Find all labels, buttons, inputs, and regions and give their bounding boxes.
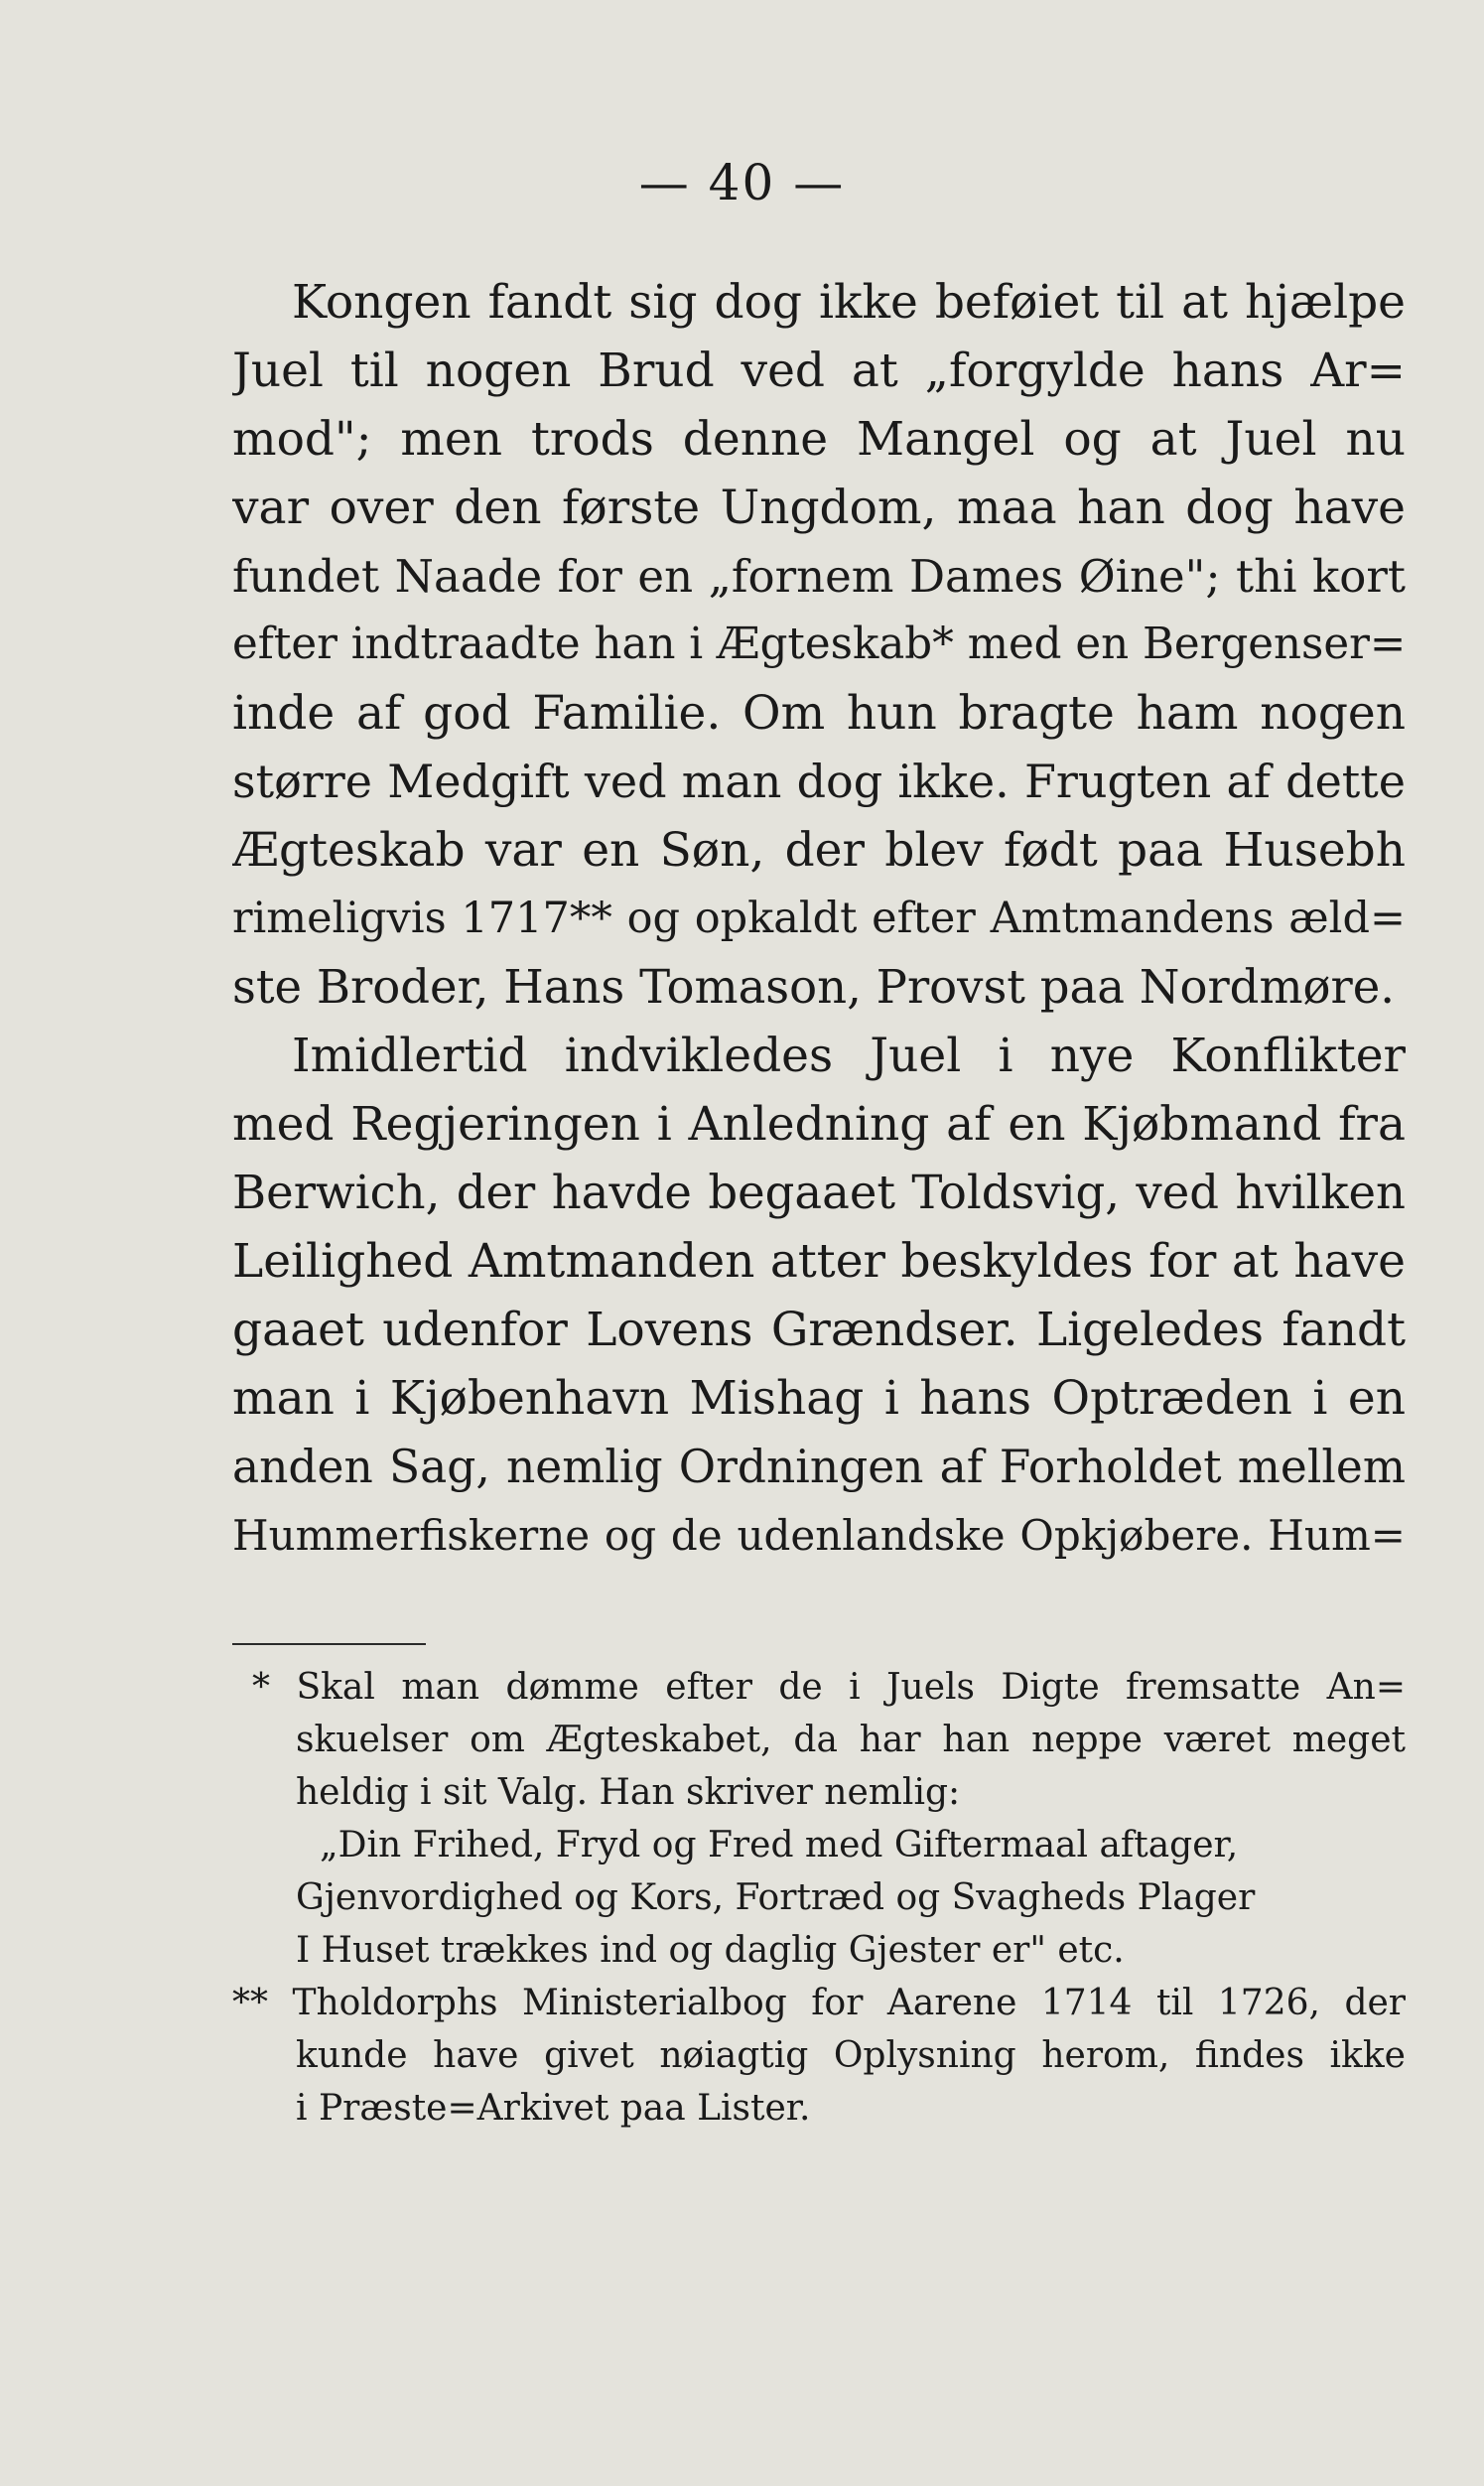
text-line: med Regjeringen i Anledning af en Kjøbmand fra xyxy=(232,1097,1406,1152)
footnote-line: i Præste=Arkivet paa Lister. xyxy=(296,2088,811,2129)
text-line: større Medgift ved man dog ikke. Frugten af dette xyxy=(232,755,1406,808)
text-line: Juel til nogen Brud ved at „forgylde hans Ar= xyxy=(232,344,1406,398)
footnote-line: skuelser om Ægteskabet, da har han neppe været meget xyxy=(296,1720,1406,1760)
text-line: Kongen fandt sig dog ikke beføiet til at hjælpe xyxy=(292,275,1406,330)
text-line: inde af god Familie. Om hun bragte ham nogen xyxy=(232,686,1406,741)
text-line: Leilighed Amtmanden atter beskyldes for at have xyxy=(232,1234,1406,1289)
text-line: Imidlertid indvikledes Juel i nye Konflikter xyxy=(292,1029,1406,1083)
text-line: efter indtraadte han i Ægteskab* med en Bergenser= xyxy=(232,620,1406,669)
verse-line: I Huset trækkes ind og daglig Gjester er" etc. xyxy=(296,1930,1125,1971)
text-line: mod"; men trods denne Mangel og at Juel nu xyxy=(232,412,1406,467)
footnote-rule xyxy=(232,1643,426,1645)
text-line: Berwich, der havde begaaet Toldsvig, ved hvilken xyxy=(232,1166,1406,1219)
text-line: var over den første Ungdom, maa han dog have xyxy=(232,481,1406,535)
footnotes xyxy=(232,1661,1406,2135)
verse-line: Gjenvordighed og Kors, Fortræd og Svagheds Plager xyxy=(296,1877,1256,1918)
text-line: rimeligvis 1717** og opkaldt efter Amtmandens æld= xyxy=(232,894,1406,943)
text-line: ste Broder, Hans Tomason, Provst paa Nordmøre. xyxy=(232,960,1396,1014)
text-line: Hummerfiskerne og de udenlandske Opkjøbere. Hum= xyxy=(232,1511,1406,1560)
footnote-line: * Skal man dømme efter de i Juels Digte fremsatte An= xyxy=(252,1667,1406,1708)
footnote-line: heldig i sit Valg. Han skriver nemlig: xyxy=(296,1772,961,1813)
text-line: fundet Naade for en „fornem Dames Øine"; thi kort xyxy=(232,550,1406,603)
text-line: Ægteskab var en Søn, der blev født paa Husebh xyxy=(232,823,1406,878)
main-text xyxy=(232,268,1406,1570)
footnote-line: kunde have givet nøiagtig Oplysning herom, findes ikke xyxy=(296,2035,1406,2076)
text-line: gaaet udenfor Lovens Grændser. Ligeledes fandt xyxy=(232,1303,1406,1357)
page-number: — 40 — xyxy=(638,154,846,211)
text-line: anden Sag, nemlig Ordningen af Forholdet mellem xyxy=(232,1441,1406,1493)
verse-line: „Din Frihed, Fryd og Fred med Giftermaal aftager, xyxy=(320,1825,1239,1865)
footnote-line: ** Tholdorphs Ministerialbog for Aarene 1714 til 1726, der xyxy=(232,1983,1406,2023)
text-line: man i Kjøbenhavn Mishag i hans Optræden i en xyxy=(232,1371,1406,1426)
